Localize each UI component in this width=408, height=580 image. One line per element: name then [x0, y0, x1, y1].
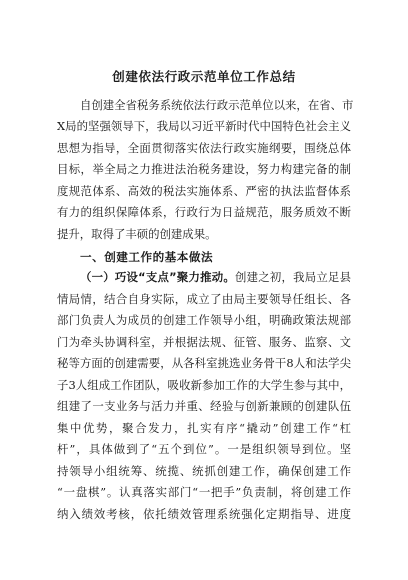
body-line-3: 门为牵头协调科室，并根据法规、征管、服务、监察、文 [57, 335, 351, 349]
intro-line-5: 度规范体系、高效的税法实施体系、严密的执法监督体系 [57, 184, 351, 198]
body-line-5: 子3人组成工作团队，吸收新参加工作的大学生参与其中， [57, 378, 351, 392]
body-line-9: 持领导小组统筹、统揽、统抓创建工作，确保创建工作 [57, 464, 351, 478]
section-heading: 一、创建工作的基本做法 [80, 250, 214, 264]
subsection-first-line [80, 270, 351, 284]
body-line-7: 集中优势，聚合发力，扎实有序“撬动”创建工作“杠 [57, 421, 351, 435]
body-line-1: 情局情，结合自身实际，成立了由局主要领导任组长、各 [57, 292, 351, 306]
intro-line-2: X局的坚强领导下，我局以习近平新时代中国特色社会主义 [57, 119, 351, 133]
body-line-11: 纳入绩效考核，依托绩效管理系统强化定期指导、进度 [57, 507, 351, 521]
document-title: 创建依法行政示范单位工作总结 [112, 69, 296, 84]
intro-line-1: 自创建全省税务系统依法行政示范单位以来，在省、市 [80, 98, 354, 112]
intro-line-3: 思想为指导，全面贯彻落实依法行政实施纲要，围绕总体 [57, 141, 351, 155]
body-line-2: 部门负责人为成员的创建工作领导小组，明确政策法规部 [57, 313, 351, 327]
body-line-6: 组建了一支业务与活力并重、经验与创新兼顾的创建队伍 [57, 399, 351, 413]
subsection-lead: （一）巧设“支点”聚力推动。 [80, 270, 235, 284]
intro-line-6: 有力的组织保障体系，行政行为日益规范，服务质效不断 [57, 205, 351, 219]
subsection-first-rest: 创建之初，我局立足县 [234, 270, 351, 284]
intro-line-7: 提升，取得了丰硕的创建成果。 [57, 227, 217, 241]
body-line-4: 秘等方面的创建需要，从各科室挑选业务骨干8人和法学尖 [57, 356, 351, 370]
body-line-8: 杆”，具体做到了“五个到位”。一是组织领导到位。坚 [57, 442, 351, 456]
body-line-10: “一盘棋”。认真落实部门“一把手”负责制，将创建工作 [57, 485, 351, 499]
intro-line-4: 目标，举全局之力推进法治税务建设，努力构建完备的制 [57, 162, 351, 176]
